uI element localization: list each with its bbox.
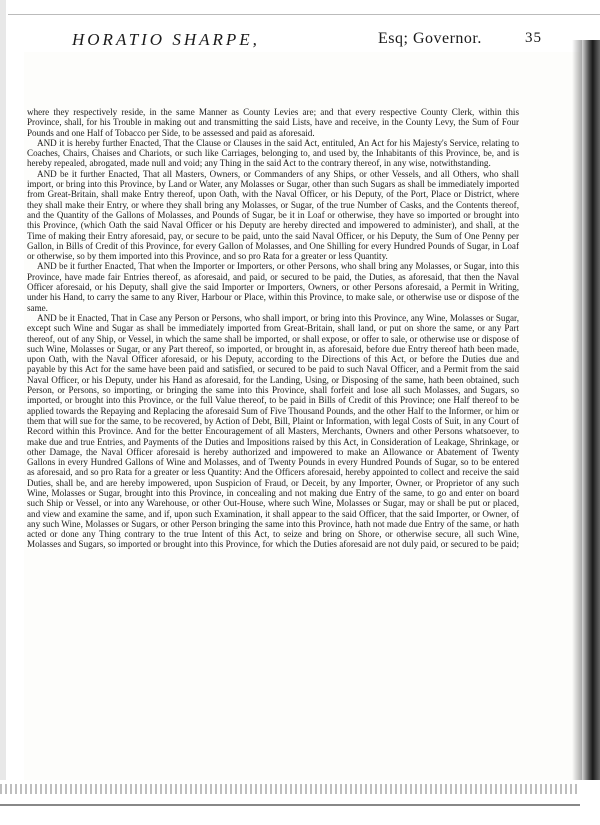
running-head-name: HORATIO SHARPE, bbox=[72, 30, 260, 49]
page-number: 35 bbox=[525, 30, 542, 46]
book-binding-edge bbox=[582, 40, 600, 800]
scan-border-bottom bbox=[0, 780, 600, 825]
paragraph-5: AND be it Enacted, That in Case any Person or Persons, who shall import, or bring into this Province, any Wine, Molasses or Sugar, except such Wine and Sugar as shall be immediately imported from Great-Britain, shall land, or put on shore the same, or any Part thereof, out of any Ship, or Vessel, in which the same shall be imported, or shall expose, or offer to sale, or otherwise use or dispose of such Wine, Molasses or Sugar, or any Part thereof, so imported, or brought in, as aforesaid, before due Entry thereof hath been made, upon Oath, with the Naval Officer aforesaid, or his Deputy, according to the Directions of this Act, or before the Duties due and payable by this Act for the same have been paid and satisfied, or secured to be paid to such Naval Officer, and a Permit from the said Naval Officer, or his Deputy, under his Hand as aforesaid, for the Landing, Using, or Disposing of the same, hath been obtained, such Person, or Persons, so importing, or bringing the same into this Province, shall forfeit and lose all such Molasses, and Sugars, so imported, or brought into this Province, or the full Value thereof, to be paid in Bills of Credit of this Province; one Half thereof to be applied towards the Repaying and Replacing the aforesaid Sum of Five Thousand Pounds, and the other Half to the Informer, or him or them that will sue for the same, to be recovered, by Action of Debt, Bill, Plaint or Information, with legal Costs of Suit, in any Court of Record within this Province. And for the better Encouragement of all Masters, Merchants, Owners and other Persons whatsoever, to make due and true Entries, and Payments of the Duties and Impositions raised by this Act, in Consideration of Leakage, Shrinkage, or other Damage, the Naval Officer aforesaid is hereby authorized and impowered to make an Allowance or Abatement of Twenty Gallons in every Hundred Gallons of Wine and Molasses, and of Twenty Pounds in every Hundred Pounds of Sugar, so to be entered as aforesaid, and so pro Rata for a greater or less Quantity: And the Officers aforesaid, hereby appointed to collect and receive the said Duties, shall be, and are hereby impowered, upon Suspicion of Fraud, or Deceit, by any Importer, Owner, or Proprietor of any such Wine, Molasses or Sugar, brought into this Province, in concealing and not making due Entry of the same, to go and enter on board such Ship or Vessel, or into any Warehouse, or other Out-House, where such Wine, Molasses or Sugar, may or shall be put or placed, and view and examine the same, and if, upon such Examination, it shall appear to the said Officer, that the said Importer, or Owner, of any such Wine, Molasses or Sugars, or other Person bringing the same into this Province, hath not made due Entry of the same, or hath acted or done any Thing contrary to the true Intent of this Act, to seize and bring on Shore, or otherwise secure, all such Wine, Molasses and Sugars, so imported or brought into this Province, for which the Duties aforesaid are not duly paid, or secured to be paid; bbox=[27, 312, 519, 550]
paragraph-1: where they respectively reside, in the same Manner as County Levies are; and that every respective County Clerk, within this Province, shall, for his Trouble in making out and transmitting the said Lists, have and receive, in the County Levy, the Sum of Four Pounds and one Half of Tobacco per Side, to be assessed and paid as aforesaid. bbox=[27, 107, 519, 138]
paragraph-4: AND be it further Enacted, That when the Importer or Importers, or other Persons, who shall bring any Molasses, or Sugar, into this Province, have made fair Entries thereof, as aforesaid, and paid, or secured to be paid, the Duties, as aforesaid, that then the Naval Officer aforesaid, or his Deputy, shall give the said Importer or Importers, Owners, or other Persons aforesaid, a Permit in Writing, under his Hand, to carry the same to any River, Harbour or Place, within this Province, to make sale, or otherwise use or dispose of the same. bbox=[27, 261, 519, 313]
paragraph-3: AND be it further Enacted, That all Masters, Owners, or Commanders of any Ships, or other Vessels, and all Others, who shall import, or bring into this Province, by Land or Water, any Molasses or Sugar, other than such Sugars as shall be immediately imported from Great-Britain, shall make Entry thereof, upon Oath, with the Naval Officer, or his Deputy, of the Port, Place or District, where they shall make their Entry, or where they shall bring any Molasses, or Sugar, of the true Number of Casks, and the Contents thereof, and the Quantity of the Gallons of Molasses, and Pounds of Sugar, be it in Loaf or otherwise, they have so imported or brought into this Province, (which Oath the said Naval Officer or his Deputy are hereby directed and impowered to administer), and shall, at the Time of making their Entry aforesaid, pay, or secure to be paid, unto the said Naval Officer, or his Deputy, the Sum of One Penny per Gallon, in Bills of Credit of this Province, for every Gallon of Molasses, and One Shilling for every Hundred Pounds of Sugar, in Loaf or otherwise, so by them imported into this Province, and so pro Rata for a greater or less Quantity. bbox=[27, 168, 519, 262]
running-head-title: Esq; Governor. bbox=[378, 30, 482, 47]
running-head bbox=[72, 30, 542, 52]
paragraph-2: AND it is hereby further Enacted, That the Clause or Clauses in the said Act, entituled, An Act for his Majesty's Service, relating to Coaches, Chairs, Chaises and Chariots, or such like Carriages, belonging to, and used by, the Inhabitants of this Province, be, and is hereby repealed, abrogated, made null and void; any Thing in the said Act to the contrary thereof, in any wise, notwithstanding. bbox=[27, 137, 519, 169]
body-text bbox=[27, 107, 519, 550]
